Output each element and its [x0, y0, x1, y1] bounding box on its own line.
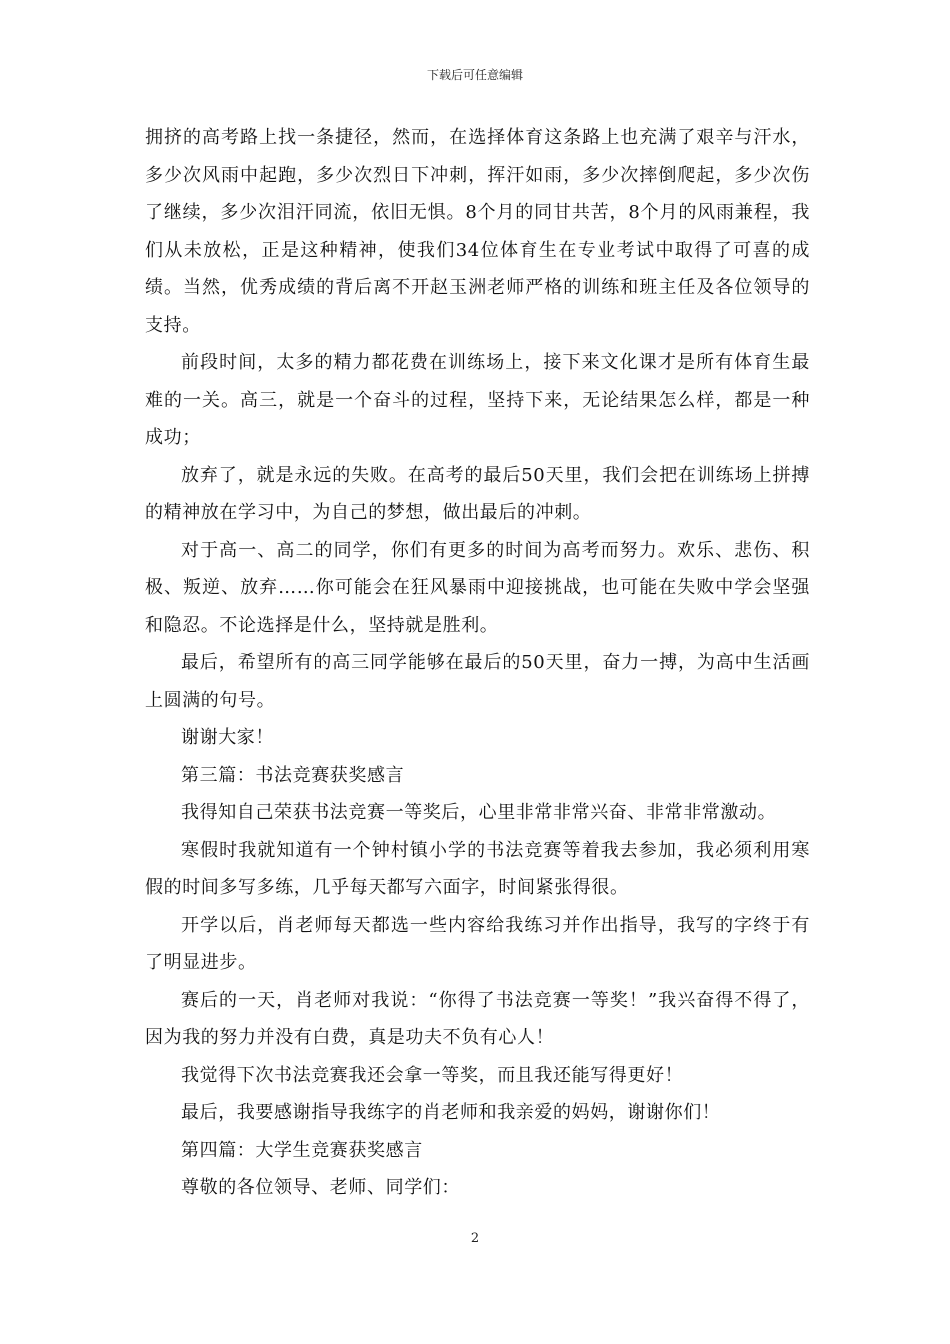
paragraph: 我得知自己荣获书法竞赛一等奖后，心里非常非常兴奋、非常非常激动。	[181, 802, 777, 823]
page-number: 2	[470, 1231, 480, 1246]
paragraph: 对于高一、高二的同学，你们有更多的时间为高考而努力。欢乐、悲伤、积极、叛逆、放弃……你可能会在狂风暴雨中迎接挑战，也可能在失败中学会坚强和隐忍。不论选择是什么，坚持就是胜利。	[145, 539, 810, 636]
paragraph: 前段时间，太多的精力都花费在训练场上，接下来文化课才是所有体育生最难的一关。高三，就是一个奋斗的过程，坚持下来，无论结果怎么样，都是一种成功；	[145, 352, 810, 448]
section-heading: 第三篇：书法竞赛获奖感言	[181, 764, 405, 786]
paragraph: 我觉得下次书法竞赛我还会拿一等奖，而且我还能写得更好！	[181, 1064, 684, 1086]
paragraph-continuation: 拥挤的高考路上找一条捷径，然而，在选择体育这条路上也充满了艰辛与汗水，多少次风雨中起跑，多少次烈日下冲刺，挥汗如雨，多少次摔倒爬起，多少次伤了继续，多少次泪汗同流，依旧无惧。8个月的同甘共苦，8个月的风雨兼程，我们从未放松，正是这种精神，使我们34位体育生在专业考试中取得了可喜的成绩。当然，优秀成绩的背后离不开赵玉洲老师严格的训练和班主任及各位领导的支持。	[145, 127, 810, 336]
paragraph: 赛后的一天，肖老师对我说：“你得了书法竞赛一等奖！”我兴奋得不得了，因为我的努力并没有白费，真是功夫不负有心人！	[145, 989, 810, 1048]
salutation: 尊敬的各位领导、老师、同学们：	[181, 1177, 460, 1198]
paragraph: 寒假时我就知道有一个钟村镇小学的书法竞赛等着我去参加，我必须利用寒假的时间多写多练，几乎每天都写六面字，时间紧张得很。	[145, 839, 810, 898]
paragraph: 放弃了，就是永远的失败。在高考的最后50天里，我们会把在训练场上拼搏的精神放在学习中，为自己的梦想，做出最后的冲刺。	[145, 464, 810, 523]
page-header: 下载后可任意编辑	[426, 68, 523, 82]
paragraph: 开学以后，肖老师每天都选一些内容给我练习并作出指导，我写的字终于有了明显进步。	[145, 914, 810, 973]
paragraph: 最后，我要感谢指导我练字的肖老师和我亲爱的妈妈，谢谢你们！	[181, 1102, 721, 1123]
document-body	[145, 119, 810, 1207]
section-heading: 第四篇：大学生竞赛获奖感言	[181, 1139, 423, 1161]
paragraph: 谢谢大家！	[181, 727, 274, 748]
paragraph: 最后，希望所有的高三同学能够在最后的50天里，奋力一搏，为高中生活画上圆满的句号。	[145, 652, 810, 711]
